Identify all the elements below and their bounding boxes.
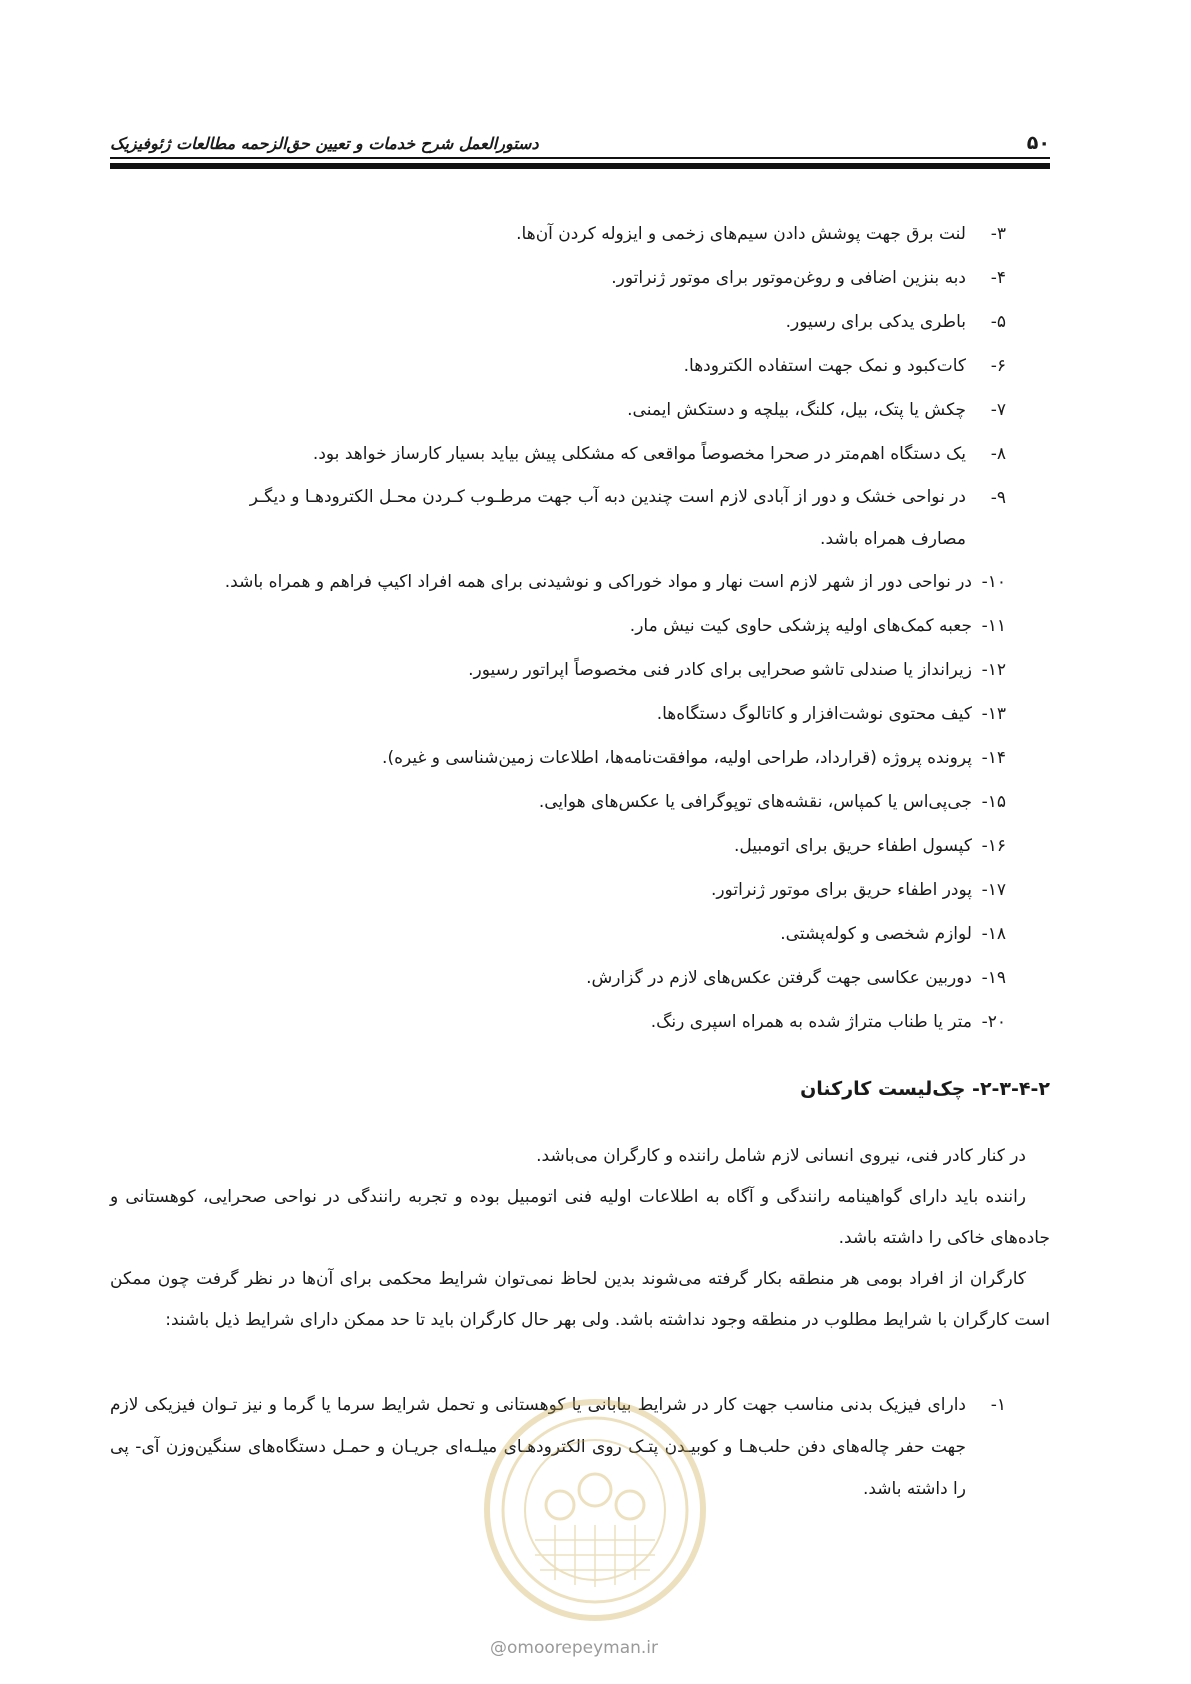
list-item — [110, 388, 1050, 432]
section-heading: ۲-۳-۴-۲- چک‌لیست کارکنان — [800, 1078, 1050, 1100]
list-item — [110, 1000, 1050, 1044]
list-item — [110, 648, 1050, 692]
item-number: ۱۵- — [981, 792, 1006, 812]
paragraph: کارگران از افراد بومی هر منطقه بکار گرفته می‌شوند بدین لحاظ نمی‌توان شرایط محکمی برای آن‌ها در نظر گرفت چون ممکن است کارگران با شرایط مطلوب در منطقه وجود نداشته باشد. ولی بهر حال کارگران باید تا حد ممکن دارای شرایط ذیل باشند: — [110, 1269, 1050, 1330]
item-number: ۹- — [990, 488, 1006, 508]
item-number: ۵- — [990, 312, 1006, 332]
item-number: ۳- — [990, 224, 1006, 244]
item-number: ۴- — [990, 268, 1006, 288]
list-item — [110, 956, 1050, 1000]
list-item — [110, 912, 1050, 956]
list-item — [110, 560, 1050, 604]
item-text: کیف محتوی نوشت‌افزار و کاتالوگ دستگاه‌ها. — [656, 704, 972, 724]
item-text: در نواحی دور از شهر لازم است نهار و مواد خوراکی و نوشیدنی برای همه افراد اکیپ فراهم و همراه باشد. — [224, 572, 972, 592]
item-number: ۷- — [990, 400, 1006, 420]
item-number: ۱۶- — [981, 836, 1006, 856]
list-item — [110, 868, 1050, 912]
item-text: لوازم شخصی و کوله‌پشتی. — [780, 924, 972, 944]
seal-watermark-icon — [480, 1395, 710, 1625]
item-number: ۱۰- — [981, 572, 1006, 592]
item-text: کات‌کبود و نمک جهت استفاده الکترودها. — [683, 356, 966, 376]
paragraph: در کنار کادر فنی، نیروی انسانی لازم شامل راننده و کارگران می‌باشد. — [536, 1146, 1026, 1166]
running-title: دستورالعمل شرح خدمات و تعیین حق‌الزحمه مطالعات ژئوفیزیک — [110, 134, 539, 153]
item-number: ۱۳- — [981, 704, 1006, 724]
item-text: چکش یا پتک، بیل، کلنگ، بیلچه و دستکش ایمنی. — [627, 400, 966, 420]
list-item — [110, 780, 1050, 824]
item-number: ۱۴- — [981, 748, 1006, 768]
item-number: ۱۸- — [981, 924, 1006, 944]
list-item — [110, 604, 1050, 648]
item-text: یک دستگاه اهم‌متر در صحرا مخصوصاً مواقعی که مشکلی پیش بیاید بسیار کارساز خواهد بود. — [312, 444, 966, 464]
item-number: ۱- — [990, 1395, 1006, 1415]
item-text: پودر اطفاء حریق برای موتور ژنراتور. — [710, 880, 972, 900]
item-text: زیرانداز یا صندلی تاشو صحرایی برای کادر فنی مخصوصاً اپراتور رسیور. — [468, 660, 972, 680]
list-item — [110, 476, 1050, 560]
item-number: ۱۱- — [981, 616, 1006, 636]
item-number: ۱۹- — [981, 968, 1006, 988]
paragraph: راننده باید دارای گواهینامه رانندگی و آگاه به اطلاعات اولیه فنی اتومبیل بوده و تجربه رانندگی در نواحی صحرایی، کوهستانی و جاده‌های خاکی را داشته باشد. — [110, 1187, 1050, 1248]
item-text: کپسول اطفاء حریق برای اتومبیل. — [734, 836, 972, 856]
list-item — [110, 256, 1050, 300]
item-text: جعبه کمک‌های اولیه پزشکی حاوی کیت نیش مار. — [629, 616, 972, 636]
item-text: دبه بنزین اضافی و روغن‌موتور برای موتور ژنراتور. — [611, 268, 966, 288]
list-item — [110, 824, 1050, 868]
item-number: ۲۰- — [981, 1012, 1006, 1032]
item-text: دوربین عکاسی جهت گرفتن عکس‌های لازم در گزارش. — [586, 968, 972, 988]
item-text: در نواحی خشک و دور از آبادی لازم است چندین دبه آب جهت مرطـوب کـردن محـل الکترودهـا و دیگـر — [249, 487, 966, 507]
header-rule-thick — [110, 163, 1050, 169]
page-number: ۵۰ — [1026, 132, 1050, 154]
item-text-continuation: مصارف همراه باشد. — [820, 529, 966, 549]
item-text: جی‌پی‌اس یا کمپاس، نقشه‌های توپوگرافی یا عکس‌های هوایی. — [538, 792, 972, 812]
list-item — [110, 736, 1050, 780]
list-item — [110, 212, 1050, 256]
item-text: دارای فیزیک بدنی مناسب جهت کار در شرایط بیابانی یا کوهستانی و تحمل شرایط سرما یا گرما و نیز تـوان فیزیکی لازم جهت حفر چاله‌های دفن حلب‌هـا و کوبیـدن پتـک روی الکترودهـای میلـه‌ای جریـان و حمـل دستگاه‌های سنگین‌وزن آی- پی را داشته باشد. — [110, 1395, 966, 1499]
header-rule-thin — [110, 157, 1050, 159]
item-text: لنت برق جهت پوشش دادن سیم‌های زخمی و ایزوله کردن آن‌ها. — [516, 224, 966, 244]
item-number: ۱۷- — [981, 880, 1006, 900]
list-item — [110, 300, 1050, 344]
list-item — [110, 432, 1050, 476]
equipment-list — [110, 212, 1050, 1044]
item-number: ۱۲- — [981, 660, 1006, 680]
item-text: باطری یدکی برای رسیور. — [785, 312, 966, 332]
list-item — [110, 344, 1050, 388]
watermark-url: @omoorepeyman.ir — [490, 1638, 659, 1658]
item-number: ۶- — [990, 356, 1006, 376]
list-item — [110, 692, 1050, 736]
item-text: پرونده پروژه (قرارداد، طراحی اولیه، موافقت‌نامه‌ها، اطلاعات زمین‌شناسی و غیره). — [382, 748, 972, 768]
item-number: ۸- — [990, 444, 1006, 464]
item-text: متر یا طناب متراژ شده به همراه اسپری رنگ. — [650, 1012, 972, 1032]
